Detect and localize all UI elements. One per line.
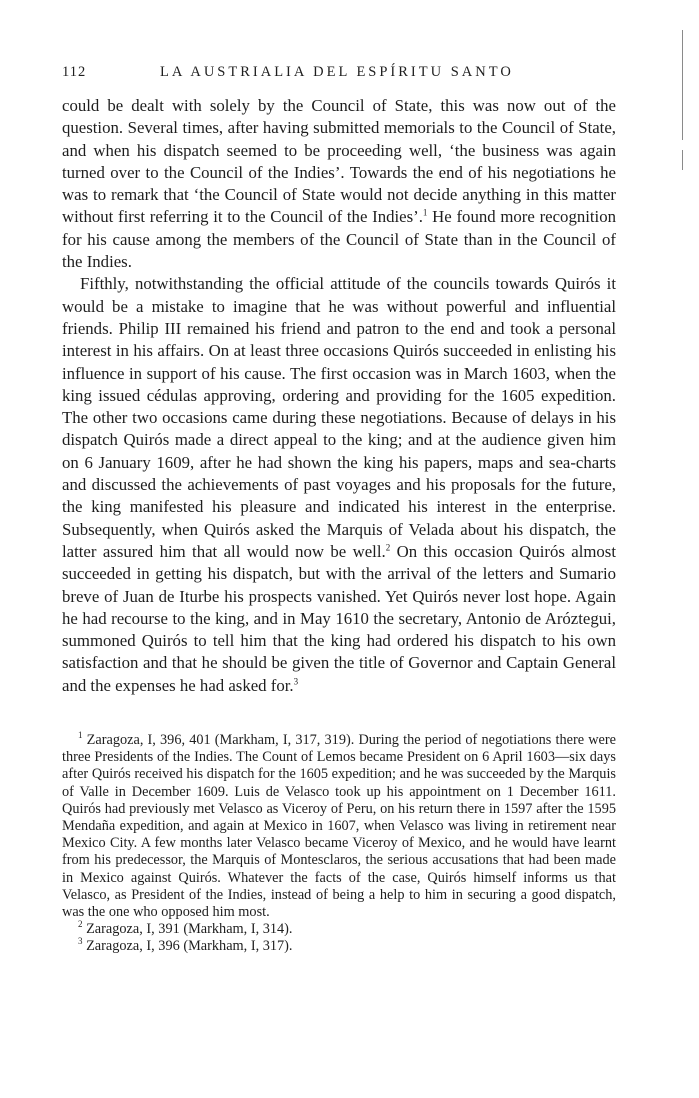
footnote-reference[interactable]: 2 — [385, 542, 391, 553]
footnotes — [62, 732, 616, 956]
footnote-reference[interactable]: 1 — [422, 207, 428, 218]
running-title: LA AUSTRIALIA DEL ESPÍRITU SANTO — [160, 64, 514, 80]
footnote — [62, 921, 616, 938]
page-edge-mark — [682, 30, 683, 140]
footnote-text: Zaragoza, I, 396, 401 (Markham, I, 317, 319). During the period of negotiations there were three Presidents of the Indies. The Count of Lemos became President on 6 April 1603—six days after Quirós received his dispatch for the 1605 expedition; and he was succeeded by the Marquis of Valle in December 1609. Luis de Velasco took up his appointment on 1 December 1611. Quirós had previously met Velasco as Viceroy of Peru, on his return there in 1597 after the 1595 Mendaña expedition, and again at Mexico in 1607, when Velasco was living in retirement near Mexico City. A few months later Velasco became Viceroy of Mexico, and he would have learnt from his predecessor, the Marquis of Montesclaros, the serious accusations that had been made in Mexico against Quirós. Whatever the facts of the case, Quirós himself informs us that Velasco, as President of the Indies, instead of being a help to him in securing a good dispatch, was the one who opposed him most. — [62, 732, 616, 921]
footnote-mark: 2 — [78, 919, 83, 930]
paragraph — [62, 95, 616, 273]
paragraph — [62, 273, 616, 697]
footnote — [62, 732, 616, 921]
footnote-text: Zaragoza, I, 396 (Markham, I, 317). — [82, 938, 293, 955]
footnote-mark: 3 — [78, 936, 83, 947]
paragraph-text: Fifthly, notwithstanding the official attitude of the councils towards Quirós it would be a mistake to imagine that he was without powerful and influential friends. Philip III remained his friend and patron to the end and took a personal interest in his affairs. On at least three occasions Quirós succeeded in enlisting his influence in support of his cause. The first occasion was in March 1603, when the king issued cédulas approving, ordering and providing for the 1605 expedition. The other two occasions came during these negotiations. Because of delays in his dispatch Quirós made a direct appeal to the king; and at the audience given him on 6 January 1609, after he had shown the king his papers, maps and sea-charts and discussed the achievements of past voyages and his proposals for the future, the king manifested his pleasure and indicated his interest in the enterprise. Subsequently, when Quirós asked the Marquis of Velada about his dispatch, the latter assured him that all would now be well. — [62, 274, 616, 561]
footnote — [62, 938, 616, 955]
paragraph-text: could be dealt with solely by the Council of State, this was now out of the question. Several times, after having submitted memorials to the Council of State, and when his dispatch seemed to be proceeding well, ‘the business was again turned over to the Council of the Indies’. Towards the end of his negotiations he was to remark that ‘the Council of State would not decide anything in this matter without first referring it to the Council of the Indies’. — [62, 96, 616, 227]
running-header — [62, 64, 616, 84]
footnote-reference[interactable]: 3 — [293, 676, 299, 687]
footnote-text: Zaragoza, I, 391 (Markham, I, 314). — [82, 921, 293, 938]
footnote-mark: 1 — [78, 730, 83, 741]
body-text — [62, 95, 616, 697]
paragraph-text: He found more recognition for his cause among the members of the Council of State than in the Council of the Indies. — [62, 207, 616, 272]
paragraph-text: On this occasion Quirós almost succeeded in getting his dispatch, but with the arrival of the letters and Sumario breve of Juan de Iturbe his prospects vanished. Yet Quirós never lost hope. Again he had recourse to the king, and in May 1610 the secretary, Antonio de Aróztegui, summoned Quirós to tell him that the king had ordered his dispatch to his own satisfaction and that he should be given the title of Governor and Captain General and the expenses he had asked for. — [62, 541, 616, 695]
page-edge-mark-lower — [682, 150, 683, 170]
page-number: 112 — [62, 64, 87, 80]
